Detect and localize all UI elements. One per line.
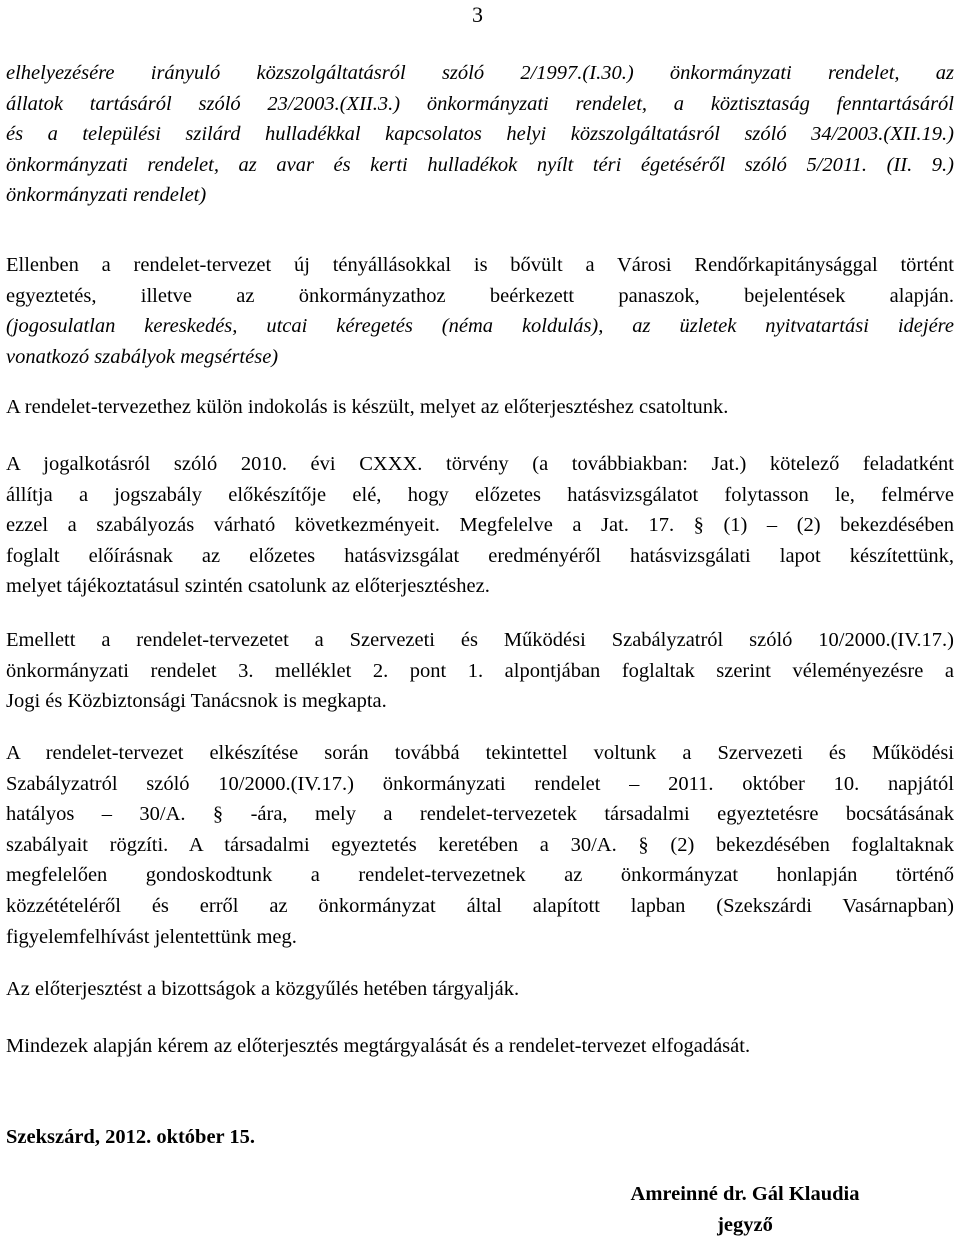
paragraph-regulations-list bbox=[6, 58, 954, 211]
text-line: elhelyezésére irányuló közszolgáltatásról szóló 2/1997.(I.30.) önkormányzati rendelet, az bbox=[6, 62, 954, 84]
text-line: A rendelet-tervezethez külön indokolás is készült, melyet az előterjesztéshez csatoltunk. bbox=[6, 396, 729, 418]
text-line: Jogi és Közbiztonsági Tanácsnok is megkapta. bbox=[6, 690, 387, 713]
text-line: Ellenben a rendelet-tervezet új tényállásokkal is bővült a Városi Rendőrkapitánysággal történt bbox=[6, 254, 954, 276]
text-line: figyelemfelhívást jelentettünk meg. bbox=[6, 925, 297, 948]
date-line bbox=[6, 1122, 954, 1153]
text-line: állatok tartásáról szóló 23/2003.(XII.3.) önkormányzati rendelet, a köztisztaság fenntartásáról bbox=[6, 92, 954, 115]
text-line: Szabályzatról szóló 10/2000.(IV.17.) önkormányzati rendelet – 2011. október 10. napjától bbox=[6, 772, 954, 795]
text-line: egyeztetés, illetve az önkormányzathoz beérkezett panaszok, bejelentések alapján. bbox=[6, 284, 954, 307]
signature-title: jegyző bbox=[717, 1213, 773, 1236]
text-line: A jogalkotásról szóló 2010. évi CXXX. törvény (a továbbiakban: Jat.) kötelező feladatként bbox=[6, 453, 954, 475]
paragraph-legislation-act bbox=[6, 449, 954, 602]
text-line: Mindezek alapján kérem az előterjesztés megtárgyalását és a rendelet-tervezet elfogadását. bbox=[6, 1035, 751, 1057]
paragraph-committees bbox=[6, 974, 954, 1005]
text-line: Az előterjesztést a bizottságok a közgyűlés hetében tárgyalják. bbox=[6, 978, 520, 1000]
text-line: önkormányzati rendelet) bbox=[6, 184, 207, 207]
text-line: megfelelően gondoskodtunk a rendelet-tervezetnek az önkormányzat honlapján történő bbox=[6, 864, 954, 887]
text-line: A rendelet-tervezet elkészítése során továbbá tekintettel voltunk a Szervezeti és Működési bbox=[6, 742, 954, 764]
page-number: 3 bbox=[472, 2, 483, 27]
text-line-italic: (jogosulatlan kereskedés, utcai kéregetés (néma koldulás), az üzletek nyitvatartási idejére bbox=[6, 315, 954, 338]
text-line: hatályos – 30/A. § -ára, mely a rendelet-tervezetek társadalmi egyeztetésre bocsátásának bbox=[6, 803, 954, 826]
date-text: Szekszárd, 2012. október 15. bbox=[6, 1126, 256, 1148]
text-line: foglalt előírásnak az előzetes hatásvizsgálat eredményéről hatásvizsgálati lapot készítettünk, bbox=[6, 544, 954, 567]
paragraph-new-provisions bbox=[6, 250, 954, 372]
text-line: ezzel a szabályozás várható következményeit. Megfelelve a Jat. 17. § (1) – (2) bekezdésében bbox=[6, 514, 954, 537]
signature-block bbox=[600, 1179, 890, 1240]
document-page bbox=[6, 0, 954, 1242]
paragraph-request bbox=[6, 1031, 954, 1062]
paragraph-justification bbox=[6, 392, 954, 423]
text-line: közzétételéről és erről az önkormányzat által alapított lapban (Szekszárdi Vasárnapban) bbox=[6, 894, 954, 917]
paragraph-social-consultation bbox=[6, 738, 954, 952]
text-line: önkormányzati rendelet 3. melléklet 2. pont 1. alpontjában foglaltak szerint véleményezésre a bbox=[6, 659, 954, 682]
text-line: önkormányzati rendelet, az avar és kerti hulladékok nyílt téri égetéséről szóló 5/2011. (II. 9.) bbox=[6, 153, 954, 176]
text-line: állítja a jogszabály előkészítője elé, hogy előzetes hatásvizsgálatot folytasson le, felmérve bbox=[6, 483, 954, 506]
paragraph-opinion bbox=[6, 625, 954, 717]
text-line: szabályait rögzíti. A társadalmi egyeztetés keretében a 30/A. § (2) bekezdésében foglaltaknak bbox=[6, 833, 954, 856]
text-line: és a települési szilárd hulladékkal kapcsolatos helyi közszolgáltatásról szóló 34/2003.(XII.19.) bbox=[6, 123, 954, 146]
text-line: melyet tájékoztatásul szintén csatolunk az előterjesztéshez. bbox=[6, 575, 490, 598]
signature-name: Amreinné dr. Gál Klaudia bbox=[630, 1183, 860, 1205]
text-line-italic: vonatkozó szabályok megsértése) bbox=[6, 345, 279, 368]
text-line: Emellett a rendelet-tervezetet a Szervezeti és Működési Szabályzatról szóló 10/2000.(IV.17.) bbox=[6, 629, 954, 651]
